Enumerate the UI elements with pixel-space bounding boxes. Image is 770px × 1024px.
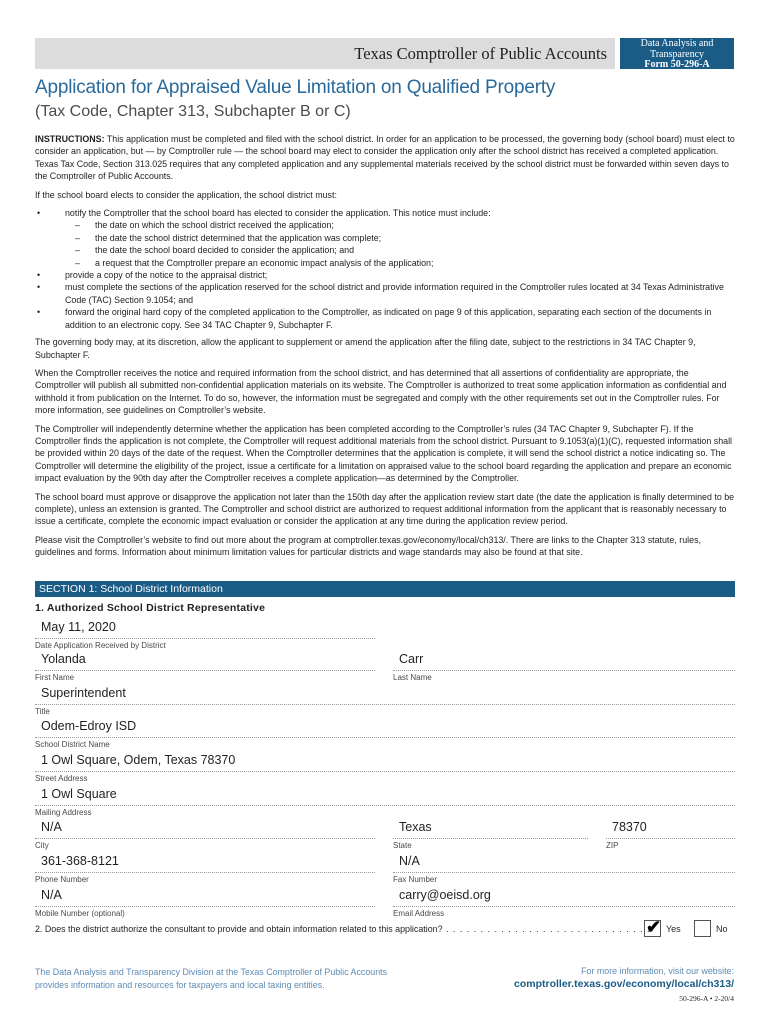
email-value[interactable]: carry@oeisd.org <box>399 888 491 902</box>
phone-value[interactable]: 361-368-8121 <box>41 854 119 868</box>
agency-name: Texas Comptroller of Public Accounts <box>354 44 607 63</box>
list-item: – the date the school district determined that the application was complete; <box>75 232 382 243</box>
determination-paragraph: The Comptroller will independently determine whether the application has been completed according to the Comptroller’s rules (34 TAC Chapter 9, Subchapter F). If the Comptroller finds the application is not complete, the Comptroller will request additional materials from the school district. Pursuant to 9.1053(a)(1)(C), requested information shall be provided within 20 days of the date of the request. When the Comptroller determines that the application is complete, it will send the school district a notice indicating so. The Comptroller will determine the eligibility of the project, issue a certificate for a limitation on appraised value to the school board regarding the application and prepare an economic impact evaluation by the 90th day after the Comptroller receives a complete application—as determined by the Comptroller. <box>35 423 733 484</box>
street-address-value[interactable]: 1 Owl Square, Odem, Texas 78370 <box>41 753 236 767</box>
form-number: Form 50-296-A <box>644 59 710 70</box>
approval-paragraph: The school board must approve or disapprove the application not later than the 150th day after the application review start date (the date the application is finally determined to be complete), unless an extension is granted. The Comptroller and school district are authorized to request additional information from the applicant that is reasonably necessary to issue a certificate, complete the economic impact evaluation or consider the application at any time during the application review period. <box>35 491 735 527</box>
first-name-value[interactable]: Yolanda <box>41 652 86 666</box>
footer-line-1: The Data Analysis and Transparency Division at the Texas Comptroller of Public Accounts <box>35 967 388 977</box>
notice-contents-list <box>65 219 735 269</box>
state-value[interactable]: Texas <box>399 820 432 834</box>
list-item: • provide a copy of the notice to the appraisal district; <box>37 270 268 281</box>
fax-value[interactable]: N/A <box>399 854 420 868</box>
school-board-intro: If the school board elects to consider the application, the school district must: <box>35 189 337 200</box>
list-item: – the date the school board decided to consider the application; and <box>75 245 355 256</box>
no-checkbox[interactable] <box>694 920 711 937</box>
instructions <box>35 133 735 565</box>
date-received-label: Date Application Received by District <box>35 641 166 650</box>
yes-checkbox[interactable] <box>644 917 662 937</box>
list-item: – a request that the Comptroller prepare an economic impact analysis of the application; <box>75 257 434 268</box>
question-2-text: 2. Does the district authorize the consultant to provide and obtain information related to this application? <box>35 924 443 934</box>
last-name-label: Last Name <box>393 673 432 682</box>
district-name-value[interactable]: Odem-Edroy ISD <box>41 719 137 733</box>
zip-value[interactable]: 78370 <box>612 820 647 834</box>
section-1-heading: SECTION 1: School District Information <box>35 581 735 597</box>
question-1-title: 1. Authorized School District Representative <box>35 602 266 614</box>
question-2 <box>35 924 650 934</box>
state-label: State <box>393 841 412 850</box>
footer-line-2: provides information and resources for taxpayers and local taxing entities. <box>35 979 325 990</box>
confidentiality-paragraph: When the Comptroller receives the notice and required information from the school district, and has determined that all assertions of confidentiality are appropriate, the Comptroller will publish all submitted non-confidential application materials on its website. The Comptroller is authorized to treat some application information as confidential and withhold it from publication on the Internet. To do so, however, the information must be segregated and comply with the other requirements set out in the Comptroller rules. For more information, see guidelines on Comptroller’s website. <box>35 367 727 416</box>
division-line-2: Transparency <box>649 48 705 60</box>
fax-label: Fax Number <box>393 875 438 884</box>
list-item: – the date on which the school district received the application; <box>75 220 334 231</box>
title-label: Title <box>35 707 50 716</box>
last-name-value[interactable]: Carr <box>399 652 424 666</box>
list-item: • notify the Comptroller that the school board has elected to consider the application. This notice must include: – the date on which the school district received the application; – the date the school district determined that the application was complete; – the date the school board decided to consider the application; and – a request that the Comptroller prepare an economic impact analysis of the application; <box>35 207 735 269</box>
instructions-label: INSTRUCTIONS: <box>35 134 105 144</box>
city-label: City <box>35 841 49 850</box>
mailing-address-value[interactable]: 1 Owl Square <box>41 787 117 801</box>
title-value[interactable]: Superintendent <box>41 686 126 700</box>
district-duties-list <box>35 207 735 331</box>
governing-body-paragraph: The governing body may, at its discretion, allow the applicant to supplement or amend the application after the filing date, subject to the restrictions in 34 TAC Chapter 9, Subchapter F. <box>35 337 696 360</box>
website-paragraph: Please visit the Comptroller’s website to find out more about the program at comptroller.texas.gov/economy/local/ch313/. There are links to the Chapter 313 statute, rules, guidelines and forms. Information about minimum limitation values for particular districts and wage standards may also be found at that site. <box>35 534 701 558</box>
email-label: Email Address <box>393 909 445 918</box>
city-value[interactable]: N/A <box>41 820 62 834</box>
question-2-leader: . . . . . . . . . . . . . . . . . . . . . . . . . . . . . . <box>442 924 651 934</box>
mailing-address-label: Mailing Address <box>35 808 92 817</box>
page-title: Application for Appraised Value Limitation on Qualified Property <box>35 77 556 98</box>
division-line-1: Data Analysis and <box>640 38 714 49</box>
mobile-value[interactable]: N/A <box>41 888 62 902</box>
street-address-label: Street Address <box>35 774 88 783</box>
footer-description <box>35 966 387 991</box>
footer-website-link[interactable]: comptroller.texas.gov/economy/local/ch313/ <box>513 978 734 990</box>
yes-label: Yes <box>666 924 681 934</box>
instructions-intro <box>35 133 735 183</box>
check-icon: ✔ <box>646 917 662 937</box>
no-label: No <box>716 924 728 934</box>
zip-label: ZIP <box>606 841 619 850</box>
page-subtitle: (Tax Code, Chapter 313, Subchapter B or C) <box>35 103 351 120</box>
instructions-intro-text: This application must be completed and filed with the school district. In order for an application to be processed, the governing body (school board) must elect to consider an application, but — by Comptroller rule — the school board may elect to consider the application only after the school district has received a completed application. Texas Tax Code, Section 313.025 requires that any completed application and any supplemental materials received by the school district must be forwarded within seven days to the Comptroller of Public Accounts. <box>35 134 735 182</box>
phone-label: Phone Number <box>35 875 89 884</box>
mobile-label: Mobile Number (optional) <box>35 909 125 918</box>
footer-website-intro: For more information, visit our website: <box>581 966 734 976</box>
district-name-label: School District Name <box>35 740 110 749</box>
list-item: • forward the original hard copy of the completed application to the Comptroller, as indicated on page 9 of this application, separating each section of the documents in addition to an electronic copy. See 34 TAC Chapter 9, Subchapter F. <box>37 307 712 330</box>
form-id-box <box>620 38 734 69</box>
date-received-value[interactable]: May 11, 2020 <box>41 620 116 634</box>
first-name-label: First Name <box>35 673 75 682</box>
list-item: • must complete the sections of the application reserved for the school district and provide information required in the Comptroller rules located at 34 Texas Administrative Code (TAC) Section 9.1054; and <box>37 282 724 305</box>
footer-form-code: 50-296-A • 2-20/4 <box>679 994 734 1003</box>
